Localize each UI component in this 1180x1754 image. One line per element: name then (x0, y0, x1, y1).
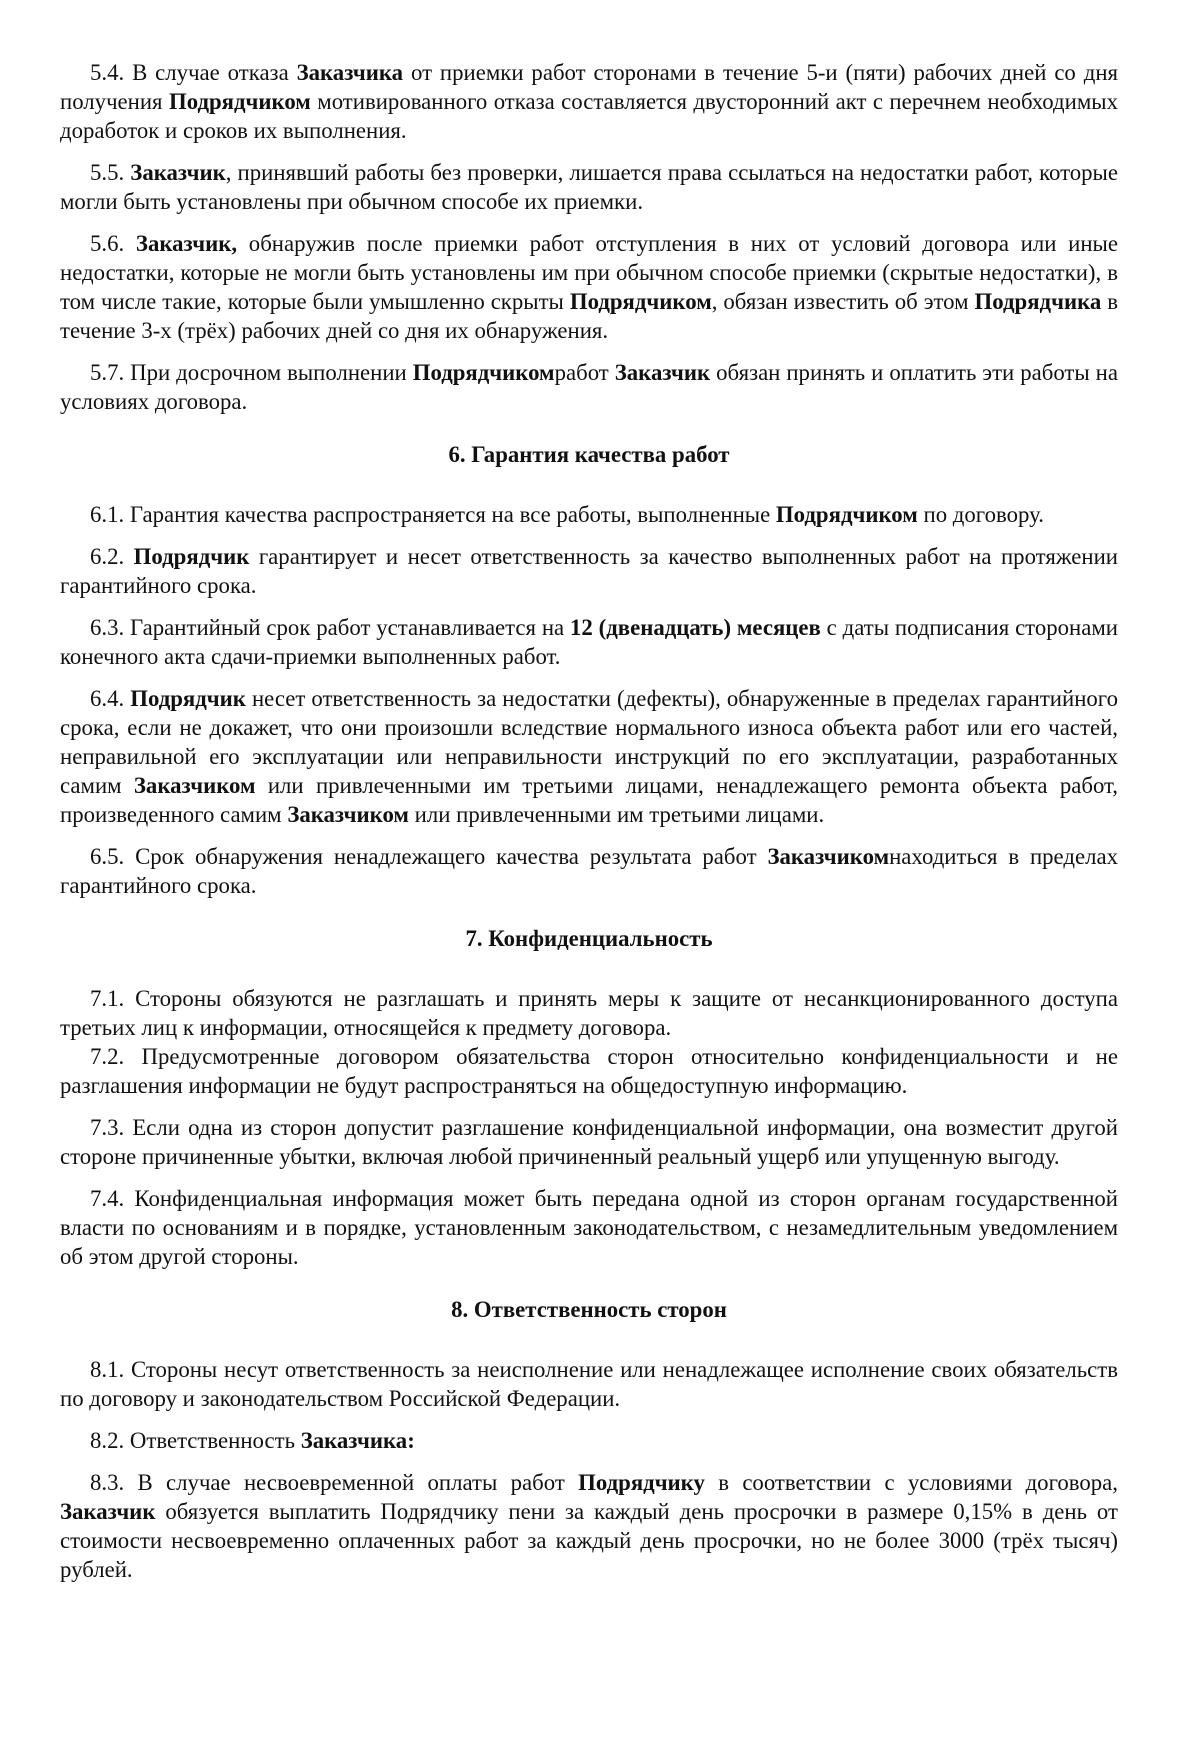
clause-text: 7.1. Стороны обязуются не разглашать и принять меры к защите от несанкционированного доступа третьих лиц к информации, относящейся к предмету договора. (60, 986, 1118, 1040)
bold-term: Подрядчиком (168, 89, 311, 114)
clause-paragraph (60, 1355, 1118, 1413)
clause-paragraph (60, 1468, 1118, 1584)
bold-term: Заказчик (130, 160, 226, 185)
bold-term: Заказчиком (133, 773, 256, 798)
clause-text: 5.6. (90, 231, 136, 256)
clause-text: обязан принять и оплатить эти работы на условиях договора. (60, 360, 1118, 414)
bold-term: Подрядчику (578, 1470, 705, 1495)
bold-term: Заказчика: (300, 1428, 415, 1453)
clause-text: от приемки работ сторонами в течение 5-и (пяти) рабочих дней со дня получения (60, 60, 1119, 114)
clause-text: 8.2. Ответственность (90, 1428, 301, 1453)
clause-text: 6.3. Гарантийный срок работ устанавливается на (90, 615, 571, 640)
clause-paragraph (60, 500, 1118, 529)
clause-text: 7.3. Если одна из сторон допустит разглашение конфиденциальной информации, она возместит другой стороне причиненные убытки, включая любой причиненный реальный ущерб или упущенную выгоду. (60, 1115, 1118, 1169)
section-heading: 7. Конфиденциальность (465, 926, 713, 951)
clause-text: в течение 3-х (трёх) рабочих дней со дня их обнаружения. (60, 289, 1118, 343)
clause-text: или привлеченными им третьими лицами, ненадлежащего ремонта объекта работ, произведенного самим (60, 773, 1118, 827)
clause-paragraph (60, 58, 1118, 145)
clause-paragraph (60, 158, 1118, 216)
clause-text: мотивированного отказа составляется двусторонний акт с перечнем необходимых доработок и сроков их выполнения. (60, 89, 1118, 143)
clause-text: несет ответственность за недостатки (дефекты), обнаруженные в пределах гарантийного срока, если не докажет, что они произошли вследствие нормального износа объекта работ или его частей, неправильной его эксплуатации или неправильности инструкций по его эксплуатации, разработанных самим (60, 686, 1118, 798)
clause-text: 8.3. В случае несвоевременной оплаты работ (90, 1470, 579, 1495)
clause-text: обязуется выплатить Подрядчику пени за каждый день просрочки в размере 0,15% в день от стоимости несвоевременно оплаченных работ за каждый день просрочки, но не более 3000 (трёх тысяч) рублей. (60, 1499, 1118, 1582)
clause-text: обнаружив после приемки работ отступления в них от условий договора или иные недостатки, которые не могли быть установлены им при обычном способе приемки (скрытые недостатки), в том числе такие, которые были умышленно скрыты (60, 231, 1118, 314)
clause-text: или привлеченными им третьими лицами. (408, 802, 825, 827)
clause-text: находиться в пределах гарантийного срока. (60, 844, 1118, 898)
clause-text: 5.4. В случае отказа (90, 60, 297, 85)
document-page (60, 58, 1118, 1597)
clause-paragraph (60, 1042, 1118, 1100)
clause-text: 6.4. (90, 686, 131, 711)
section-heading: 8. Ответственность сторон (451, 1297, 727, 1322)
clause-text: 7.2. Предусмотренные договором обязательства сторон относительно конфиденциальности и не разглашения информации не будут распространяться на общедоступную информацию. (60, 1044, 1118, 1098)
clause-paragraph (60, 842, 1118, 900)
clause-paragraph (60, 1113, 1118, 1171)
clause-paragraph (60, 542, 1118, 600)
bold-term: Подрядчик (133, 544, 250, 569)
clause-paragraph (60, 229, 1118, 345)
clause-text: с даты подписания сторонами конечного акта сдачи-приемки выполненных работ. (60, 615, 1118, 669)
clause-text: 8.1. Стороны несут ответственность за неисполнение или ненадлежащее исполнение своих обязательств по договору и законодательством Российской Федерации. (60, 1357, 1118, 1411)
clause-text: 5.7. При досрочном выполнении (90, 360, 413, 385)
bold-term: Заказчиком (767, 844, 890, 869)
clause-paragraph (60, 1426, 1118, 1455)
clause-paragraph (60, 1184, 1118, 1271)
clause-text: по договору. (917, 502, 1044, 527)
bold-term: Подрядчиком (775, 502, 918, 527)
clause-text: гарантирует и несет ответственность за качество выполненных работ на протяжении гарантийного срока. (60, 544, 1118, 598)
bold-term: Заказчика (296, 60, 404, 85)
clause-text: 7.4. Конфиденциальная информация может быть передана одной из сторон органам государственной власти по основаниям и в порядке, установленным законодательством, с незамедлительным уведомлением об этом другой стороны. (60, 1186, 1118, 1269)
clause-text: 6.2. (90, 544, 134, 569)
clause-text: , принявший работы без проверки, лишается права ссылаться на недостатки работ, которые могли быть установлены при обычном способе их приемки. (60, 160, 1118, 214)
bold-term: Заказчик (614, 360, 711, 385)
bold-term: Подрядчиком (569, 289, 712, 314)
clause-text: 6.1. Гарантия качества распространяется на все работы, выполненные (90, 502, 776, 527)
clause-text: 6.5. Срок обнаружения ненадлежащего качества результата работ (90, 844, 768, 869)
clause-text: работ (554, 360, 615, 385)
clause-paragraph (60, 984, 1118, 1042)
clause-text: 5.5. (90, 160, 131, 185)
bold-term: Подрядчиком (412, 360, 555, 385)
bold-term: 12 (двенадцать) месяцев (570, 615, 821, 640)
clause-text: в соответствии с условиями договора, (704, 1470, 1118, 1495)
clause-text: , обязан известить об этом (711, 289, 975, 314)
clause-paragraph (60, 684, 1118, 829)
clause-paragraph (60, 613, 1118, 671)
clause-paragraph (60, 358, 1118, 416)
bold-term: Заказчик, (135, 231, 238, 256)
bold-term: Подрядчик (130, 686, 246, 711)
bold-term: Заказчик (60, 1499, 156, 1524)
section-heading: 6. Гарантия качества работ (448, 442, 730, 467)
bold-term: Заказчиком (287, 802, 409, 827)
bold-term: Подрядчика (974, 289, 1102, 314)
